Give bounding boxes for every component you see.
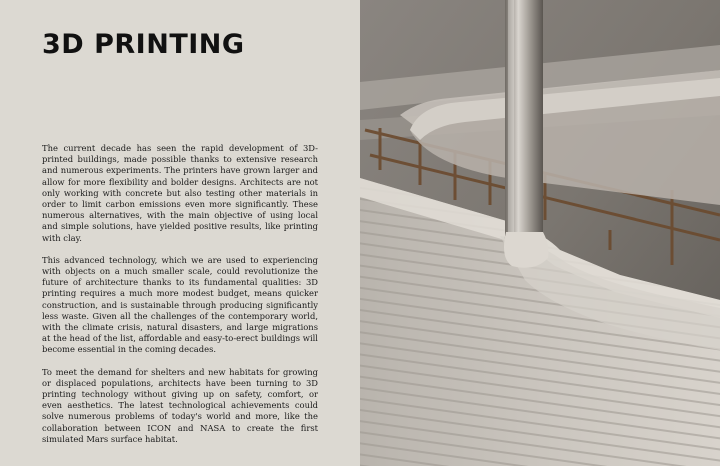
printed-concrete-wall-illustration — [360, 0, 720, 466]
photo-3d-printed-wall — [360, 0, 720, 466]
article-body — [42, 143, 318, 456]
page-title: 3D PRINTING — [42, 29, 245, 60]
paragraph-2: This advanced technology, which we are used to experiencing with objects on a much smaller scale, could revolutionize the future of architecture thanks to its fundamental qualities: 3D printing requires a much more modest budget, means quicker construction, and is sustainable through producing significantly less waste. Given all the challenges of the contemporary world, with the climate crisis, natural disasters, and large migrations at the head of the list, affordable and easy-to-erect buildings will become essential in the coming decades. — [42, 254, 318, 355]
paragraph-3: To meet the demand for shelters and new habitats for growing or displaced populations, architects have been turning to 3D printing technology without giving up on safety, comfort, or even aesthetics. The latest technological achievements could solve numerous problems of today's world and more, like the collaboration between ICON and NASA to create the first simulated Mars surface habitat. — [42, 366, 318, 444]
paragraph-1: The current decade has seen the rapid development of 3D-printed buildings, made possible thanks to extensive research and numerous experiments. The printers have grown larger and allow for more flexibility and bolder designs. Architects are not only working with concrete but also testing other materials in order to limit carbon emissions even more significantly. These numerous alternatives, with the main objective of using local and simple solutions, have yielded positive results, like printing with clay. — [42, 143, 318, 243]
